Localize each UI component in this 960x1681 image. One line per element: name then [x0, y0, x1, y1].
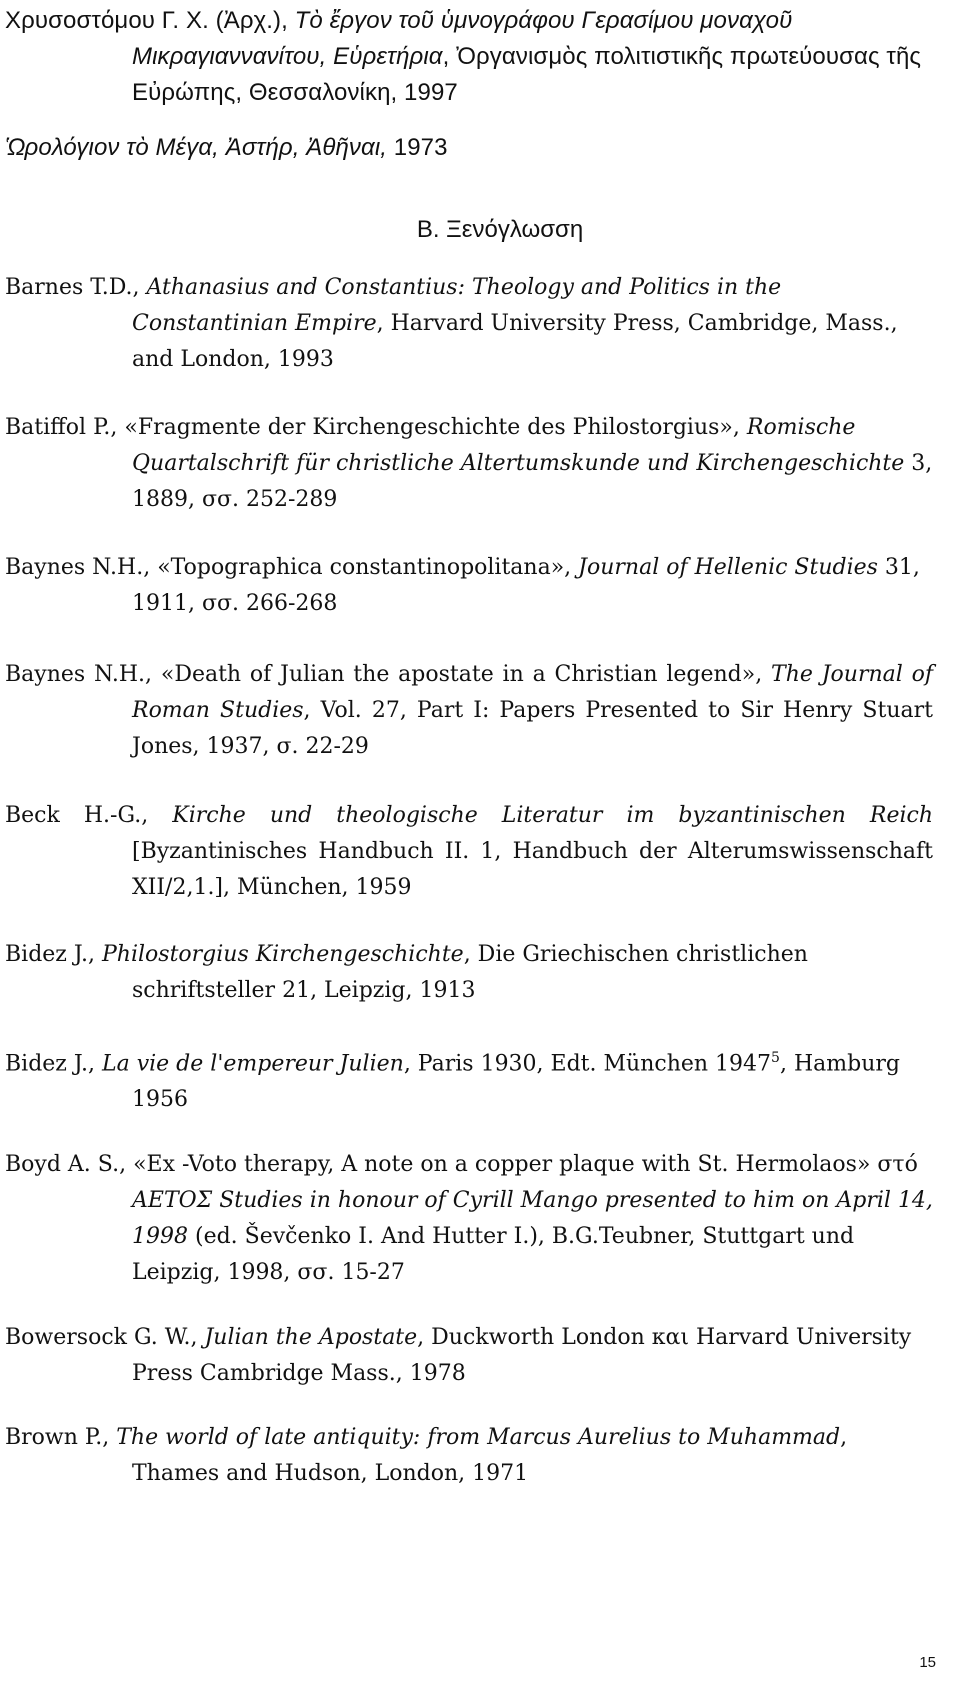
bibliography-entry: [5, 3, 933, 111]
bibliography-entry: [5, 1040, 933, 1118]
entry-title: Ὡρολόγιον τὸ Μέγα, Ἀστήρ, Ἀθῆναι,: [5, 134, 388, 161]
entry-details: , Ὀργανισμὸς πολιτιστικῆς πρωτεύουσας τῆς Εὐρώπης, Θεσσαλονίκη, 1997: [132, 43, 922, 106]
edition-superscript: 5: [771, 1050, 780, 1066]
entry-details: , Vol. 27, Part I: Papers Presented to Sir Henry Stuart Jones, 1937, σ. 22-29: [132, 698, 933, 759]
entry-article: «Death of Julian the apostate in a Christian legend»,: [160, 662, 772, 687]
bibliography-entry: [5, 270, 933, 378]
entry-details: , Paris 1930, Edt. München 1947: [403, 1051, 772, 1077]
entry-title: Julian the Apostate: [204, 1325, 418, 1350]
bibliography-entry: [5, 657, 933, 765]
entry-author: Bidez J.,: [5, 942, 102, 967]
bibliography-entry: [5, 798, 933, 906]
section-heading: Β. Ξενόγλωσση: [416, 216, 584, 243]
entry-title: The Journal of Roman Studies: [132, 662, 934, 723]
entry-details: , Duckworth London και Harvard University Press Cambridge Mass., 1978: [132, 1325, 912, 1386]
bibliography-entry: [5, 130, 933, 166]
bibliography-entry: [5, 1420, 933, 1492]
entry-details: 31, 1911, σσ. 266-268: [132, 555, 920, 616]
entry-author: Boyd A. S.,: [5, 1152, 134, 1177]
entry-title: The world of late antiquity: from Marcus Aurelius to Muhammad: [116, 1425, 841, 1450]
entry-author: Beck H.-G.,: [5, 803, 173, 828]
bibliography-entry: [5, 1320, 933, 1392]
entry-author: Baynes N.H.,: [5, 662, 161, 687]
entry-title: La vie de l'empereur Julien: [101, 1051, 404, 1077]
entry-title: Journal of Hellenic Studies: [578, 555, 878, 580]
entry-author: Batiffol P.,: [5, 415, 125, 440]
entry-details: , Die Griechischen christlichen schriftsteller 21, Leipzig, 1913: [132, 942, 808, 1003]
entry-author: Χρυσοστόμου Γ. Χ. (Ἀρχ.),: [5, 7, 295, 34]
entry-details: 3, 1889, σσ. 252-289: [132, 451, 933, 512]
entry-article: «Ex -Voto therapy, A note on a copper plaque with St. Hermolaos» στό: [133, 1152, 918, 1177]
entry-details-tail: , Hamburg 1956: [132, 1051, 900, 1113]
entry-title: Kirche und theologische Literatur im byzantinischen Reich: [172, 803, 933, 828]
bibliography-entry: [5, 410, 933, 518]
entry-author: Baynes N.H.,: [5, 555, 158, 580]
entry-details: , Harvard University Press, Cambridge, Mass., and London, 1993: [132, 311, 898, 372]
entry-details: [Byzantinisches Handbuch II. 1, Handbuch der Alterumswissenschaft XII/2,1.], München, 1959: [132, 839, 933, 900]
entry-details: , Thames and Hudson, London, 1971: [132, 1425, 848, 1486]
entry-title: Τὸ ἔργον τοῦ ὑμνογράφου Γερασίμου μοναχοῦ Μικραγιαννανίτου, Εὑρετήρια: [132, 7, 793, 70]
entry-title: Romische Quartalschrift für christliche Altertumskunde und Kirchengeschichte: [132, 415, 905, 476]
bibliography-entry: [5, 550, 933, 622]
entry-details: (ed. Ševčenko I. And Hutter I.), B.G.Teubner, Stuttgart und Leipzig, 1998, σσ. 15-27: [132, 1224, 855, 1285]
bibliography-entry: [5, 937, 933, 1009]
entry-details: 1973: [387, 134, 448, 161]
entry-article: «Topographica constantinopolitana»,: [157, 555, 579, 580]
bibliography-entry: [5, 1147, 933, 1291]
entry-title: Athanasius and Constantius: Theology and Politics in the Constantinian Empire: [132, 275, 782, 336]
entry-author: Brown P.,: [5, 1425, 117, 1450]
entry-author: Bidez J.,: [5, 1051, 102, 1077]
entry-author: Barnes T.D.,: [5, 275, 147, 300]
entry-title: ΑΕΤΟΣ Studies in honour of Cyrill Mango presented to him on April 14, 1998: [132, 1188, 933, 1249]
entry-article: «Fragmente der Kirchengeschichte des Philostorgius»,: [124, 415, 747, 440]
page-number: 15: [919, 1654, 936, 1671]
entry-author: Bowersock G. W.,: [5, 1325, 205, 1350]
entry-title: Philostorgius Kirchengeschichte: [101, 942, 464, 967]
